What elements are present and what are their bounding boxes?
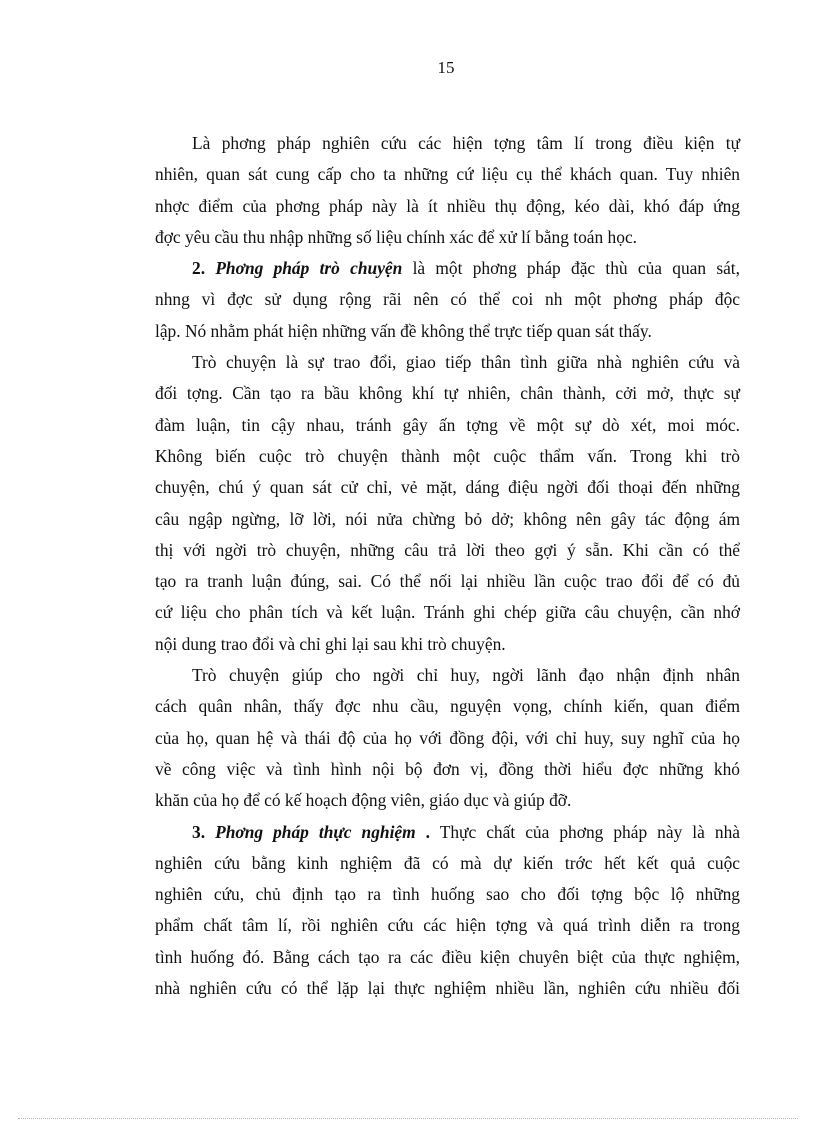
section-heading: Phơng pháp thực nghiệm [215, 821, 416, 842]
section-heading: Phơng pháp trò chuyện [215, 258, 403, 279]
paragraph-observation-conclusion [155, 128, 740, 253]
text-line: cứ liệu cho phân tích và kết luận. Tránh ghi chép giữa câu chuyện, cần nhớ [155, 602, 740, 623]
text-line: lập. Nó nhằm phát hiện những vấn đề không thể trực tiếp quan sát thấy. [155, 320, 652, 341]
page-bottom-divider [18, 1118, 798, 1119]
text-line: tạo ra tranh luận đúng, sai. Có thể nối lại nhiều lần cuộc trao đổi để có đủ [155, 571, 740, 592]
paragraph-experimental-method [155, 817, 740, 1005]
text-line: đối tợng. Cần tạo ra bầu không khí tự nhiên, chân thành, cởi mở, thực sự [155, 383, 740, 404]
text-line: câu ngập ngừng, lỡ lời, nói nửa chừng bỏ dở; không nên gây tác động ám [155, 508, 740, 529]
text-line: Trò chuyện giúp cho ngời chỉ huy, ngời lãnh đạo nhận định nhân [192, 665, 740, 686]
text-line: thị với ngời trò chuyện, những câu trả lời theo gợi ý sẵn. Khi cần có thể [155, 539, 740, 560]
text-line: nhiên, quan sát cung cấp cho ta những cứ liệu cụ thể khách quan. Tuy nhiên [155, 164, 740, 185]
text-line: cách quân nhân, thấy đợc nhu cầu, nguyện vọng, chính kiến, quan điểm [155, 696, 740, 717]
paragraph-conversation-method [155, 253, 740, 347]
text-line: của họ, quan hệ và thái độ của họ với đồng đội, với chỉ huy, suy nghĩ của họ [155, 727, 740, 748]
text-segment: Thực chất của phơng pháp này là nhà [430, 821, 740, 842]
text-line: chuyện, chú ý quan sát cử chỉ, vẻ mặt, dáng điệu ngời đối thoại đến những [155, 477, 740, 498]
section-number: 2. [192, 258, 206, 279]
text-line: Không biến cuộc trò chuyện thành một cuộc thẩm vấn. Trong khi trò [155, 445, 740, 466]
text-line: đàm luận, tin cậy nhau, tránh gây ấn tợng về một sự dò xét, moi móc. [155, 414, 740, 435]
text-line: khăn của họ để có kế hoạch động viên, giáo dục và giúp đỡ. [155, 790, 572, 811]
body-text [155, 128, 740, 1004]
page-number: 15 [437, 58, 455, 77]
text-line: Trò chuyện là sự trao đổi, giao tiếp thân tình giữa nhà nghiên cứu và [192, 352, 740, 373]
text-line: tình huống đó. Bằng cách tạo ra các điều kiện chuyên biệt của thực nghiệm, [155, 946, 740, 967]
text-line: nhng vì đợc sử dụng rộng rãi nên có thể coi nh một phơng pháp độc [155, 289, 740, 310]
text-segment: là một phơng pháp đặc thù của quan sát, [402, 258, 740, 279]
text-line: nghiên cứu bằng kinh nghiệm đã có mà dự kiến trớc hết kết quả cuộc [155, 852, 740, 873]
text-line: nghiên cứu, chủ định tạo ra tình huống sao cho đối tợng bộc lộ những [155, 884, 740, 905]
paragraph-conversation-benefits [155, 660, 740, 816]
text-line: Là phơng pháp nghiên cứu các hiện tợng tâm lí trong điều kiện tự [192, 133, 740, 153]
text-line: phẩm chất tâm lí, rồi nghiên cứu các hiện tợng và quá trình diễn ra trong [155, 915, 740, 936]
text-line: về công việc và tình hình nội bộ đơn vị, đồng thời hiểu đợc những khó [155, 758, 740, 779]
paragraph-conversation-detail [155, 347, 740, 660]
text-line: đợc yêu cầu thu nhập những số liệu chính xác để xử lí bằng toán học. [155, 226, 638, 247]
text-line [155, 817, 740, 848]
text-line: nhợc điểm của phơng pháp này là ít nhiều thụ động, kéo dài, khó đáp ứng [155, 195, 740, 216]
section-heading-period: . [415, 821, 431, 842]
text-line: nội dung trao đổi và chỉ ghi lại sau khi trò chuyện. [155, 633, 506, 654]
text-line [155, 253, 740, 284]
text-line: nhà nghiên cứu có thể lặp lại thực nghiệm nhiều lần, nghiên cứu nhiều đối [155, 978, 740, 999]
section-number: 3. [192, 821, 206, 842]
